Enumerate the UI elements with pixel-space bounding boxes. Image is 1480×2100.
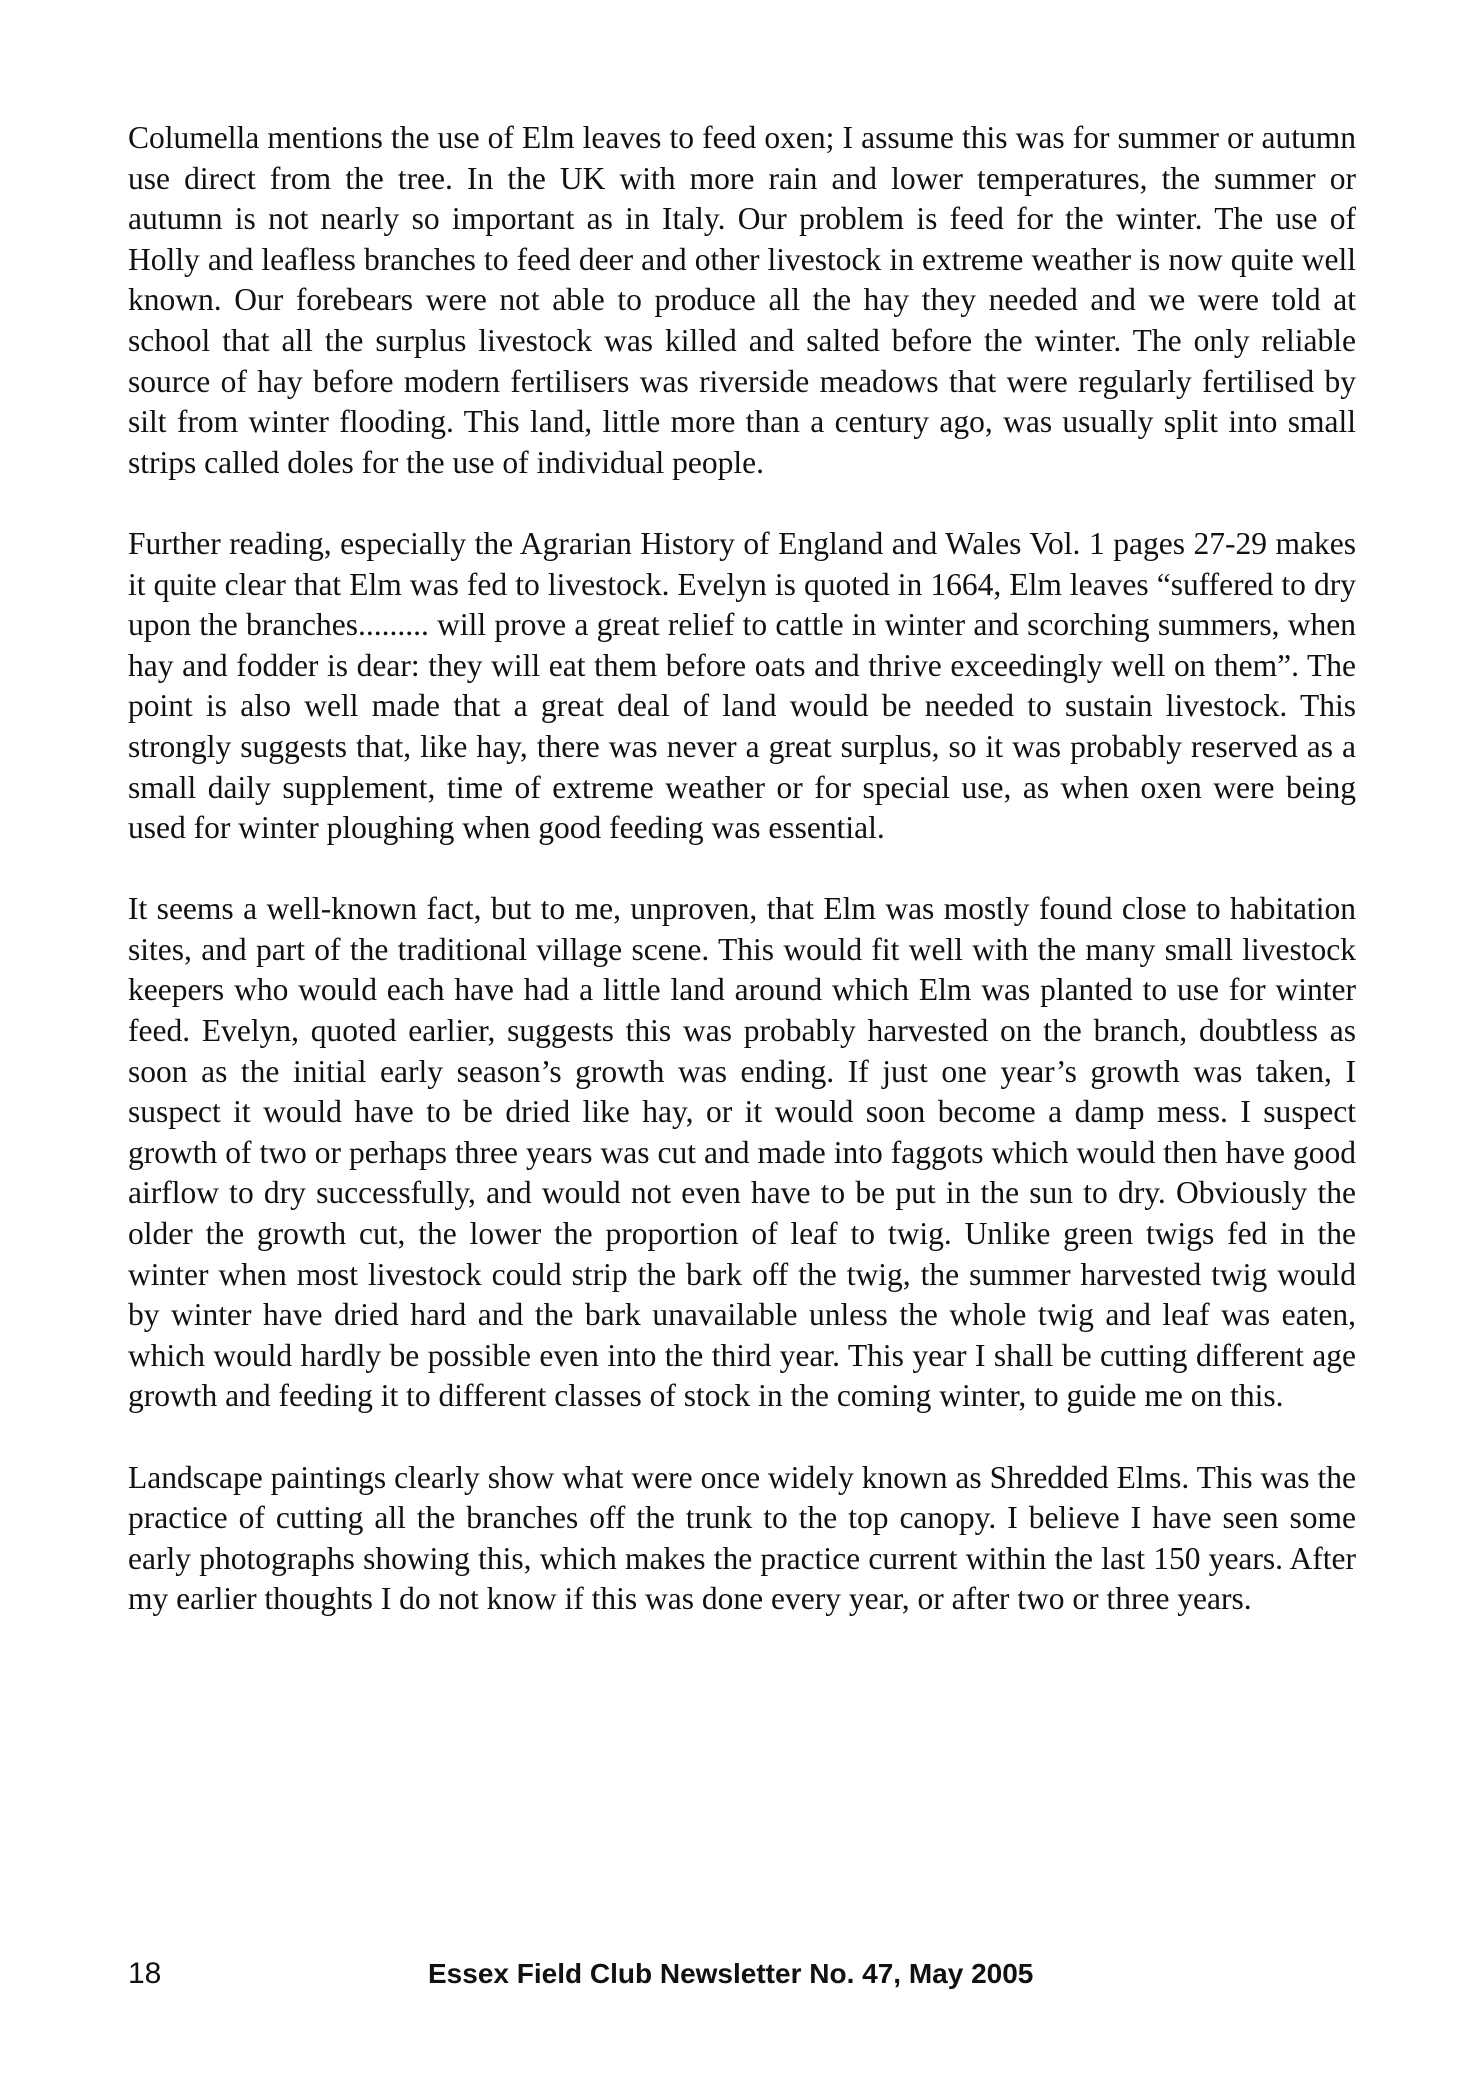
- paragraph-further-reading: Further reading, especially the Agrarian History of England and Wales Vol. 1 pages 27-29 makes it quite clear that Elm was fed to livestock. Evelyn is quoted in 1664, Elm leaves “suffered to dry upon the branches......... will prove a great relief to cattle in winter and scorching summers, when hay and fodder is dear: they will eat them before oats and thrive exceedingly well on them”. The point is also well made that a great deal of land would be needed to sustain livestock. This strongly suggests that, like hay, there was never a great surplus, so it was probably reserved as a small daily supplement, time of extreme weather or for special use, as when oxen were being used for winter ploughing when good feeding was essential.: [128, 525, 1356, 846]
- page-footer: [128, 1954, 1356, 1994]
- paragraph-shredded-elms: Landscape paintings clearly show what were once widely known as Shredded Elms. This was the practice of cutting all the branches off the trunk to the top canopy. I believe I have seen some early photographs showing this, which makes the practice current within the last 150 years. After my earlier thoughts I do not know if this was done every year, or after two or three years.: [128, 1459, 1356, 1617]
- page-number: 18: [128, 1957, 162, 1990]
- paragraph-columella-elm-leaves: Columella mentions the use of Elm leaves to feed oxen; I assume this was for summer or autumn use direct from the tree. In the UK with more rain and lower temperatures, the summer or autumn is not nearly so important as in Italy. Our problem is feed for the winter. The use of Holly and leafless branches to feed deer and other livestock in extreme weather is now quite well known. Our forebears were not able to produce all the hay they needed and we were told at school that all the surplus livestock was killed and salted before the winter. The only reliable source of hay before modern fertilisers was riverside meadows that were regularly fertilised by silt from winter flooding. This land, little more than a century ago, was usually split into small strips called doles for the use of individual people.: [128, 120, 1356, 480]
- article-body: [128, 118, 1356, 1620]
- paragraph-habitation-sites: It seems a well-known fact, but to me, unproven, that Elm was mostly found close to habitation sites, and part of the traditional village scene. This would fit well with the many small livestock keepers who would each have had a little land around which Elm was planted to use for winter feed. Evelyn, quoted earlier, suggests this was probably harvested on the branch, doubtless as soon as the initial early season’s growth was ending. If just one year’s growth was taken, I suspect it would have to be dried like hay, or it would soon become a damp mess. I suspect growth of two or perhaps three years was cut and made into faggots which would then have good airflow to dry successfully, and would not even have to be put in the sun to dry. Obviously the older the growth cut, the lower the proportion of leaf to twig. Unlike green twigs fed in the winter when most livestock could strip the bark off the twig, the summer harvested twig would by winter have dried hard and the bark unavailable unless the whole twig and leaf was eaten, which would hardly be possible even into the third year. This year I shall be cutting different age growth and feeding it to different classes of stock in the coming winter, to guide me on this.: [128, 891, 1356, 1414]
- publication-title: Essex Field Club Newsletter No. 47, May 2005: [428, 1958, 1034, 1989]
